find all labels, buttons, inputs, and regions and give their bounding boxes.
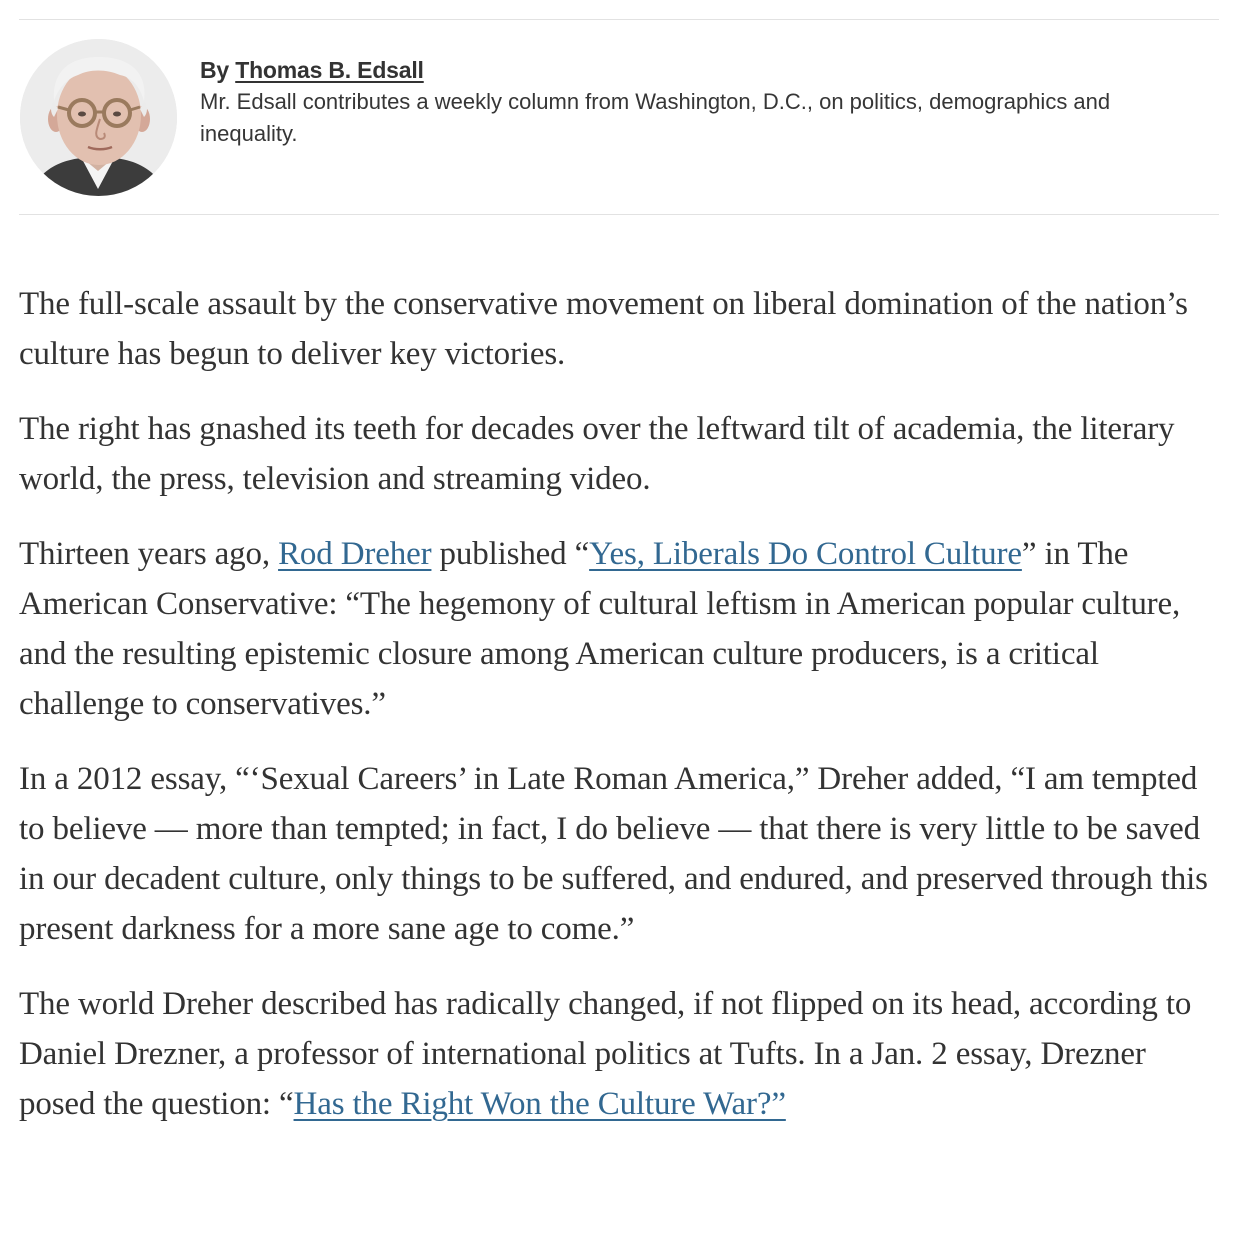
author-link[interactable]: Thomas B. Edsall (235, 57, 424, 83)
liberals-control-culture-link[interactable]: Yes, Liberals Do Control Culture (589, 536, 1022, 572)
bottom-divider (19, 214, 1219, 215)
byline (200, 56, 1200, 84)
paragraph-3-text-1: Thirteen years ago, (19, 536, 279, 572)
author-bio: Mr. Edsall contributes a weekly column from Washington, D.C., on politics, demographics and inequality. (200, 89, 1111, 146)
paragraph-1: The full-scale assault by the conservative movement on liberal domination of the nation’s culture has begun to deliver key victories. (19, 286, 1188, 372)
paragraph-2: The right has gnashed its teeth for decades over the leftward tilt of academia, the literary world, the press, television and streaming video. (19, 411, 1175, 497)
culture-war-link[interactable]: Has the Right Won the Culture War?” (293, 1086, 786, 1122)
byline-prefix: By (200, 57, 230, 83)
paragraph-5-text-1: The world Dreher described has radically changed, if not flipped on its head, according to Daniel Drezner, a professor of international politics at Tufts. In a Jan. 2 essay, Drezner posed the question: “ (19, 986, 1192, 1122)
article-body (19, 279, 1219, 1129)
paragraph-5 (19, 979, 1219, 1129)
paragraph-3-text-3: ” in The American Conservative: “The hegemony of cultural leftism in American popular culture, and the resulting epistemic closure among American culture producers, is a critical challenge to conservatives.” (19, 536, 1181, 722)
byline-block (19, 20, 1219, 214)
paragraph-4: In a 2012 essay, “‘Sexual Careers’ in Late Roman America,” Dreher added, “I am tempted to believe — more than tempted; in fact, I do believe — that there is very little to be saved in our decadent culture, only things to be suffered, and endured, and preserved through this present darkness for a more sane age to come.” (19, 761, 1208, 947)
article-container (19, 0, 1219, 1154)
rod-dreher-link[interactable]: Rod Dreher (278, 536, 432, 572)
author-avatar[interactable] (20, 39, 177, 196)
paragraph-3 (19, 529, 1219, 729)
byline-text (200, 56, 1200, 150)
author-portrait-icon (20, 39, 177, 196)
paragraph-3-text-2: published “ (431, 536, 590, 572)
